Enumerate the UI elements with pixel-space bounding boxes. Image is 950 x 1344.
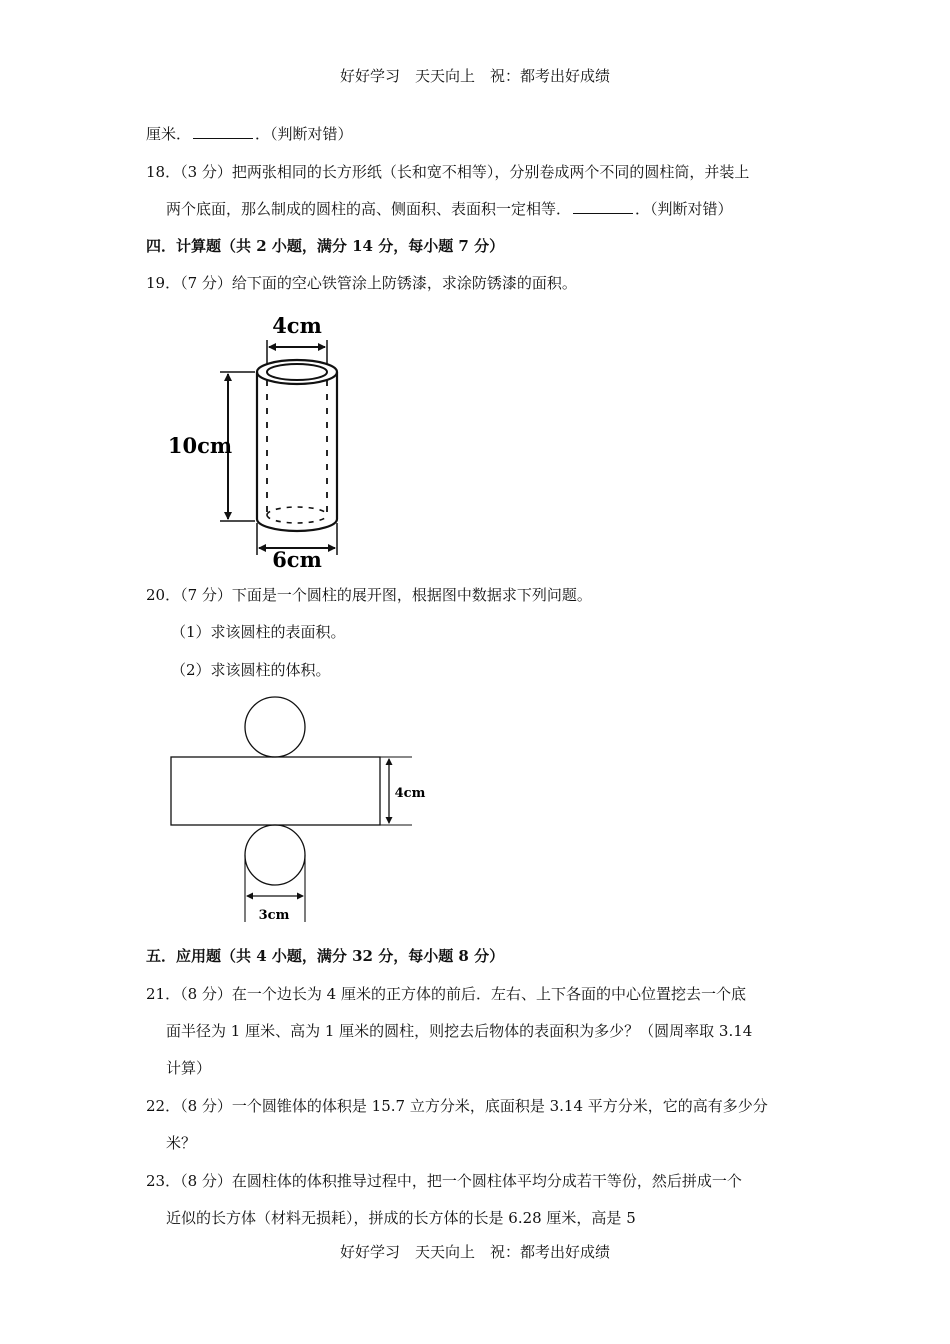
q18-line2-pre: 两个底面，那么制成的圆柱的高、侧面积、表面积一定相等． (166, 200, 572, 218)
q20-sub2: （2）求该圆柱的体积。 (171, 661, 331, 679)
q18-line2-post: ．（判断对错） (635, 200, 733, 218)
q21-line3: 计算） (166, 1059, 212, 1077)
outer-diameter-label: 6cm (272, 547, 322, 572)
pipe-figure (160, 305, 360, 575)
q18-line1: 18．（3 分）把两张相同的长方形纸（长和宽不相等），分别卷成两个不同的圆柱筒，并装上 (146, 163, 750, 181)
q23-line2: 近似的长方体（材料无损耗），拼成的长方体的长是 6.28 厘米，高是 5 (166, 1209, 636, 1227)
q23-line1: 23．（8 分）在圆柱体的体积推导过程中，把一个圆柱体平均分成若干等份，然后拼成一个 (146, 1172, 742, 1190)
height-label: 10cm (167, 433, 233, 458)
net-bottom-circle (245, 825, 305, 885)
cylinder-net-figure (160, 690, 450, 930)
pipe-bottom-arc (257, 519, 337, 531)
answer-blank (193, 124, 253, 139)
q21-line2: 面半径为 1 厘米、高为 1 厘米的圆柱，则挖去后物体的表面积为多少？（圆周率取 3.14 (166, 1022, 753, 1040)
page-footer: 好好学习 天天向上 祝：都考出好成绩 (339, 1243, 610, 1261)
q18-line2 (166, 199, 733, 219)
answer-blank (573, 199, 633, 214)
inner-diameter-label: 4cm (272, 313, 322, 338)
q22-line1: 22．（8 分）一个圆锥体的体积是 15.7 立方分米，底面积是 3.14 平方分米，它的高有多少分 (146, 1097, 768, 1115)
q20-text: 20．（7 分）下面是一个圆柱的展开图，根据图中数据求下列问题。 (146, 586, 592, 604)
q21-line1: 21．（8 分）在一个边长为 4 厘米的正方体的前后．左右、上下各面的中心位置挖去一个底 (146, 985, 746, 1003)
q17-tail-pre: 厘米． (146, 125, 192, 143)
inner-bottom-dashed (267, 507, 327, 515)
q17-tail (146, 124, 353, 144)
net-top-circle (245, 697, 305, 757)
q22-line2: 米？ (166, 1134, 197, 1152)
net-lateral-rectangle (171, 757, 380, 825)
page-header: 好好学习 天天向上 祝：都考出好成绩 (339, 67, 610, 85)
pipe-top-inner-ellipse (267, 364, 327, 380)
net-height-label: 4cm (394, 786, 426, 801)
q19-text: 19．（7 分）给下面的空心铁管涂上防锈漆，求涂防锈漆的面积。 (146, 274, 577, 292)
q17-tail-post: ．（判断对错） (255, 125, 353, 143)
net-diameter-label: 3cm (258, 908, 290, 923)
section-5-heading: 五．应用题（共 4 小题，满分 32 分，每小题 8 分） (146, 947, 505, 965)
section-4-heading: 四．计算题（共 2 小题，满分 14 分，每小题 7 分） (146, 237, 505, 255)
q20-sub1: （1）求该圆柱的表面积。 (171, 623, 346, 641)
inner-bottom-dashed-front (267, 515, 327, 523)
